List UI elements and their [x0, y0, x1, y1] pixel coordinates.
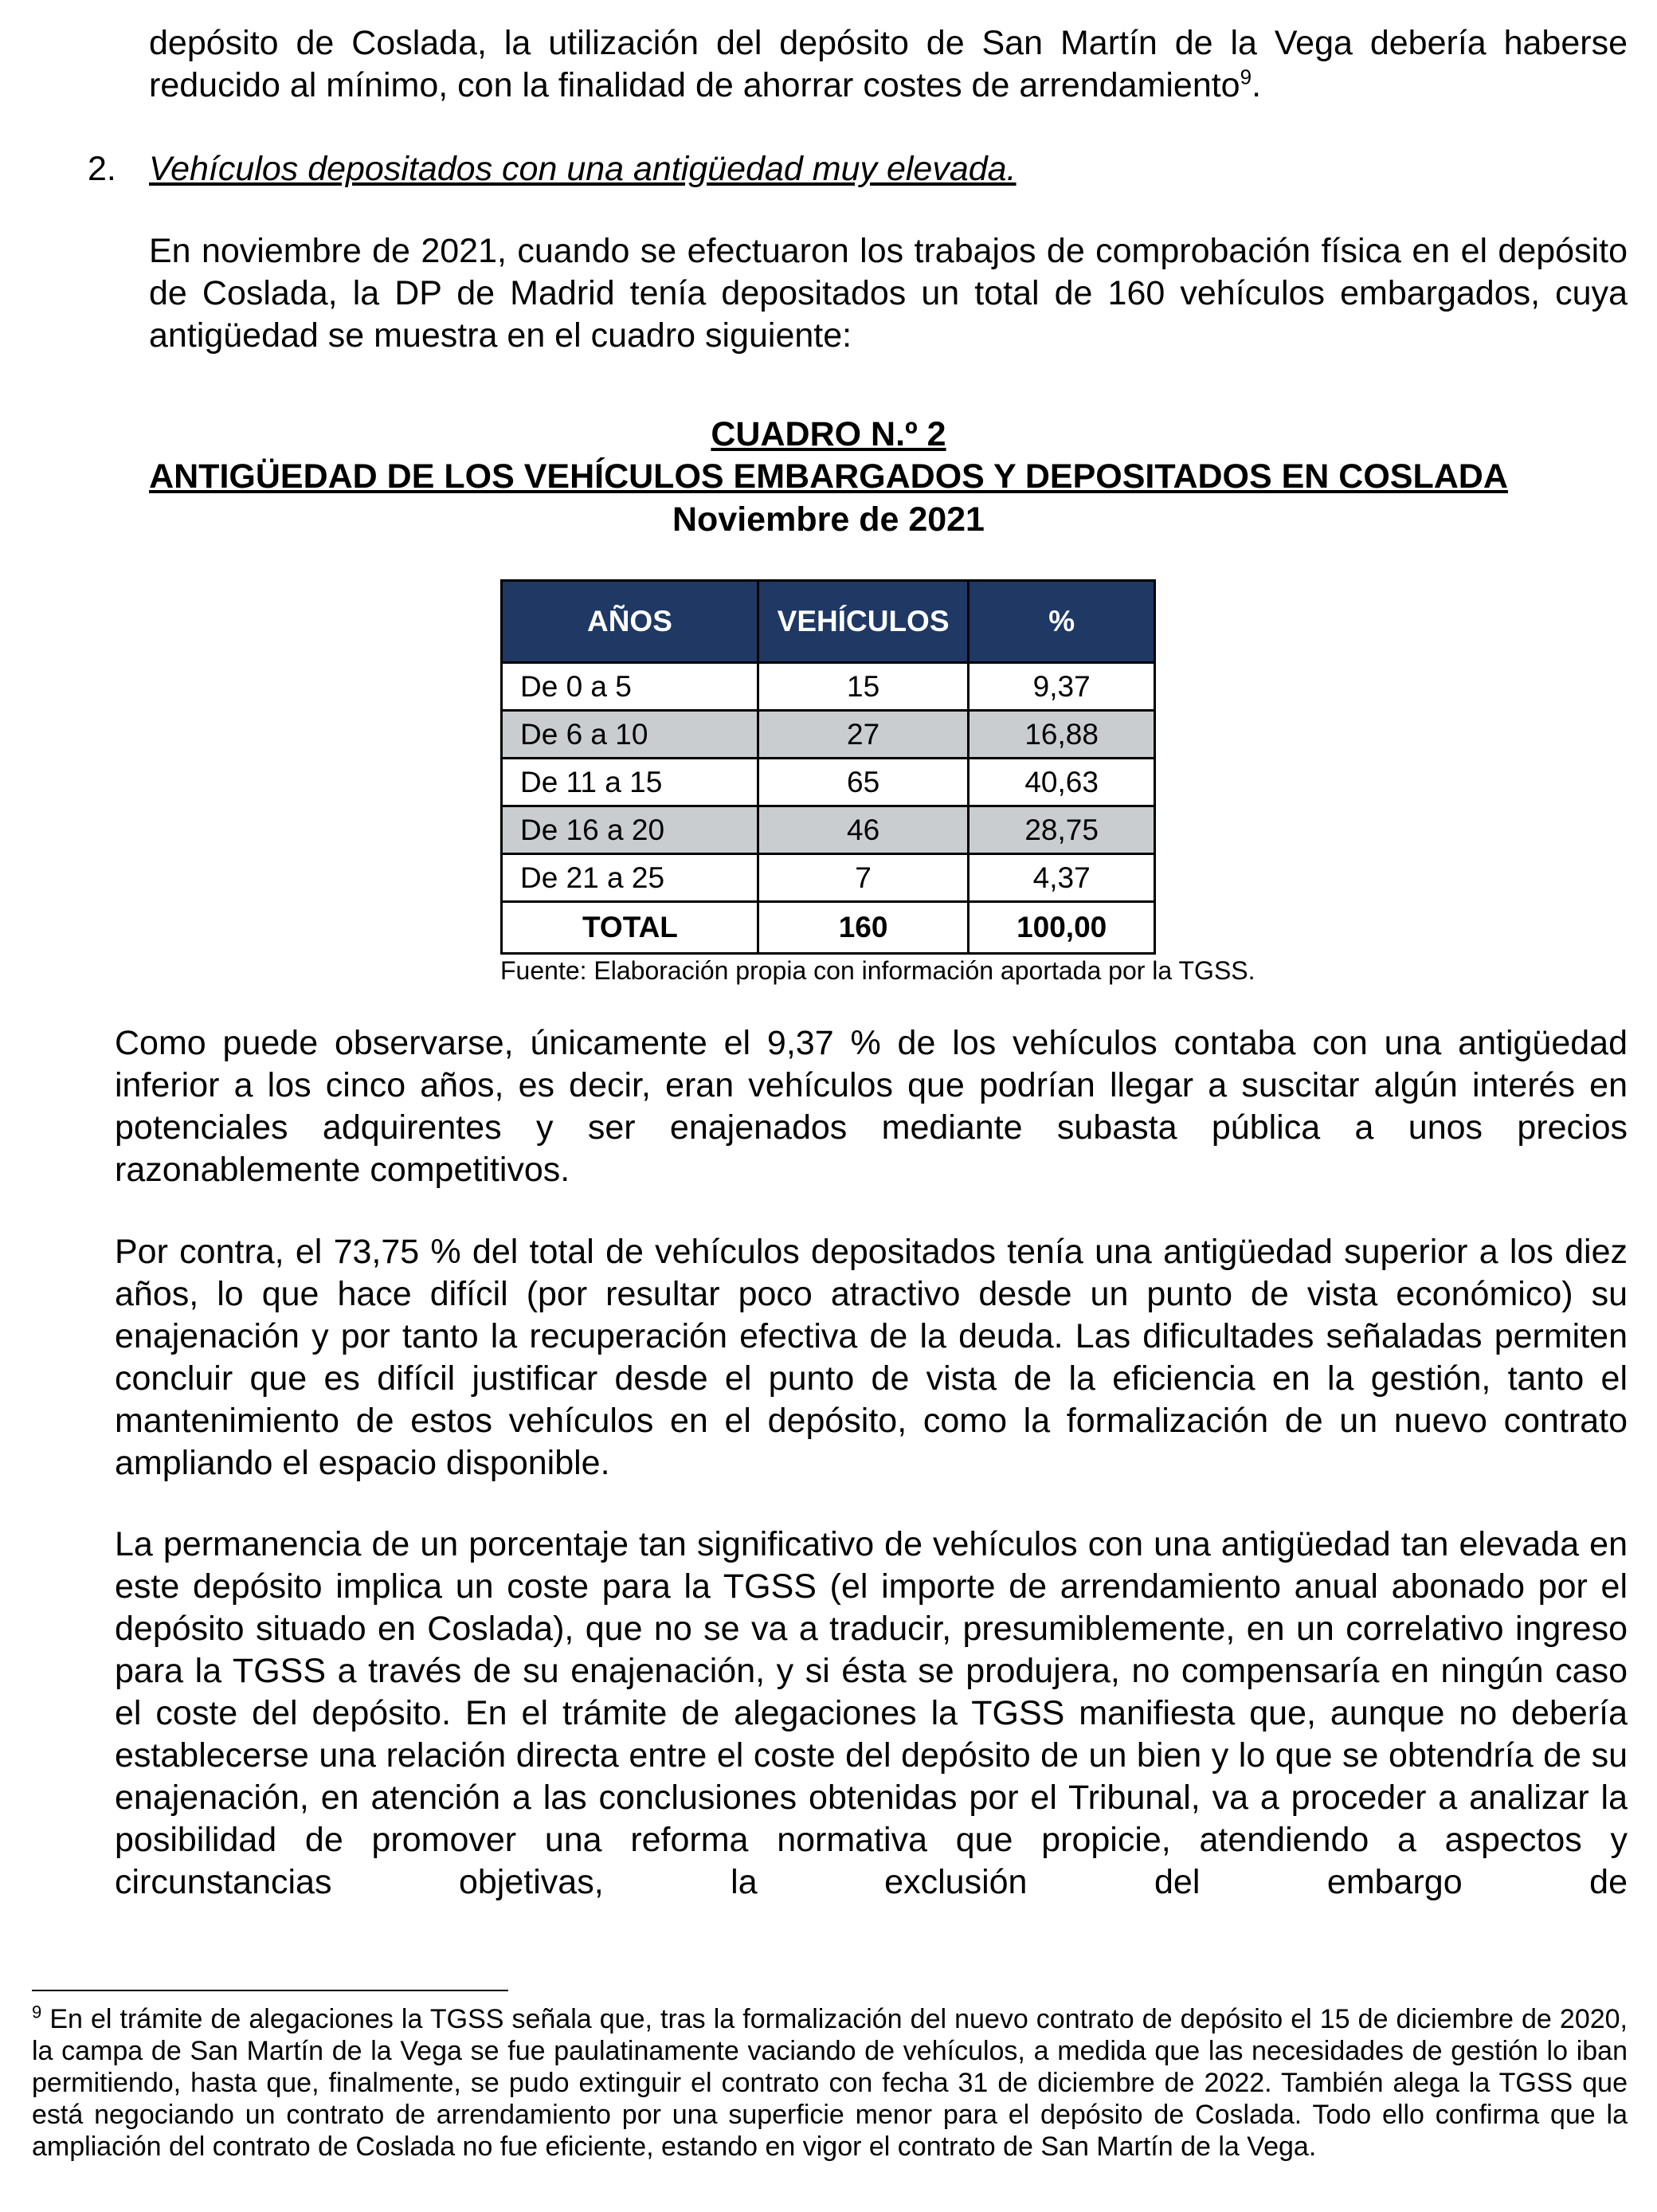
- list-item-title: Vehículos depositados con una antigüedad muy elevada.: [149, 150, 1017, 188]
- table-header-row: [502, 581, 1155, 663]
- row-label: De 16 a 20: [502, 806, 758, 854]
- intro-paragraph: [149, 22, 1628, 107]
- row-label: De 21 a 25: [502, 854, 758, 902]
- row-vehicles: 7: [758, 854, 968, 902]
- footnote-separator: [32, 1990, 508, 1991]
- intro-text: depósito de Coslada, la utilización del depósito de San Martín de la Vega debería haberse reducido al mínimo, con la finalidad de ahorrar costes de arrendamiento: [149, 24, 1628, 104]
- table-row: [502, 759, 1155, 806]
- footnote-ref-link[interactable]: 9: [1240, 65, 1252, 89]
- table-row: [502, 854, 1155, 902]
- header-percent: %: [969, 581, 1155, 663]
- vehicle-age-table: [500, 579, 1156, 955]
- table-number: CUADRO N.º 2: [711, 415, 946, 453]
- row-vehicles: 27: [758, 711, 968, 759]
- row-percent: 16,88: [969, 711, 1155, 759]
- footnote-9: [32, 2003, 1628, 2163]
- row-percent: 28,75: [969, 806, 1155, 854]
- intro-period: .: [1252, 66, 1262, 104]
- row-label: De 6 a 10: [502, 711, 758, 759]
- row-percent: 9,37: [969, 663, 1155, 711]
- paragraph-under-five-years: Como puede observarse, únicamente el 9,37 % de los vehículos contaba con una antigüedad inferior a los cinco años, es decir, eran vehículos que podrían llegar a suscitar algún interés en potenciales adquirentes y ser enajenados mediante subasta pública a unos precios razonablemente competitivos.: [115, 1024, 1628, 1189]
- table-source-note: Fuente: Elaboración propia con información aportada por la TGSS.: [500, 956, 1255, 985]
- row-percent: 40,63: [969, 759, 1155, 806]
- row-percent: 4,37: [969, 854, 1155, 902]
- paragraph-over-ten-years: Por contra, el 73,75 % del total de vehículos depositados tenía una antigüedad superior a los diez años, lo que hace difícil (por resultar poco atractivo desde un punto de vista económico) su enajenación y por tanto la recuperación efectiva de la deuda. Las dificultades señaladas permiten concluir que es difícil justificar desde el punto de vista de la eficiencia en la gestión, tanto el mantenimiento de estos vehículos en el depósito, como la formalización de un nuevo contrato ampliando el espacio disponible.: [115, 1233, 1628, 1482]
- table-row: [502, 806, 1155, 854]
- total-label: TOTAL: [502, 902, 758, 954]
- row-label: De 0 a 5: [502, 663, 758, 711]
- row-vehicles: 46: [758, 806, 968, 854]
- row-vehicles: 15: [758, 663, 968, 711]
- header-vehicles: VEHÍCULOS: [758, 581, 968, 663]
- table-row: [502, 711, 1155, 759]
- header-years: AÑOS: [502, 581, 758, 663]
- total-vehicles: 160: [758, 902, 968, 954]
- table-date: Noviembre de 2021: [672, 500, 985, 539]
- list-item-number: 2.: [88, 150, 116, 188]
- table-total-row: [502, 902, 1155, 954]
- footnote-number: 9: [32, 2002, 42, 2022]
- table-title: ANTIGÜEDAD DE LOS VEHÍCULOS EMBARGADOS Y DEPOSITADOS EN COSLADA: [149, 457, 1508, 496]
- table-row: [502, 663, 1155, 711]
- total-percent: 100,00: [969, 902, 1155, 954]
- paragraph-vehicles-intro: En noviembre de 2021, cuando se efectuaron los trabajos de comprobación física en el depósito de Coslada, la DP de Madrid tenía depositados un total de 160 vehículos embargados, cuya antigüedad se muestra en el cuadro siguiente:: [149, 232, 1628, 355]
- row-vehicles: 65: [758, 759, 968, 806]
- paragraph-cost-analysis: La permanencia de un porcentaje tan significativo de vehículos con una antigüedad tan elevada en este depósito implica un coste para la TGSS (el importe de arrendamiento anual abonado por el depósito situado en Coslada), que no se va a traducir, presumiblemente, en un correlativo ingreso para la TGSS a través de su enajenación, y si ésta se produjera, no compensaría en ningún caso el coste del depósito. En el trámite de alegaciones la TGSS manifiesta que, aunque no debería establecerse una relación directa entre el coste del depósito de un bien y lo que se obtendría de su enajenación, en atención a las conclusiones obtenidas por el Tribunal, va a proceder a analizar la posibilidad de promover una reforma normativa que propicie, atendiendo a aspectos y circunstancias objetivas, la exclusión del embargo de: [115, 1525, 1628, 1901]
- row-label: De 11 a 15: [502, 759, 758, 806]
- footnote-text: En el trámite de alegaciones la TGSS señala que, tras la formalización del nuevo contrato de depósito el 15 de diciembre de 2020, la campa de San Martín de la Vega se fue paulatinamente vaciando de vehículos, a medida que las necesidades de gestión lo iban permitiendo, hasta que, finalmente, se pudo extinguir el contrato con fecha 31 de diciembre de 2022. También alega la TGSS que está negociando un contrato de arrendamiento por una superficie menor para el depósito de Coslada. Todo ello confirma que la ampliación del contrato de Coslada no fue eficiente, estando en vigor el contrato de San Martín de la Vega.: [32, 2004, 1628, 2162]
